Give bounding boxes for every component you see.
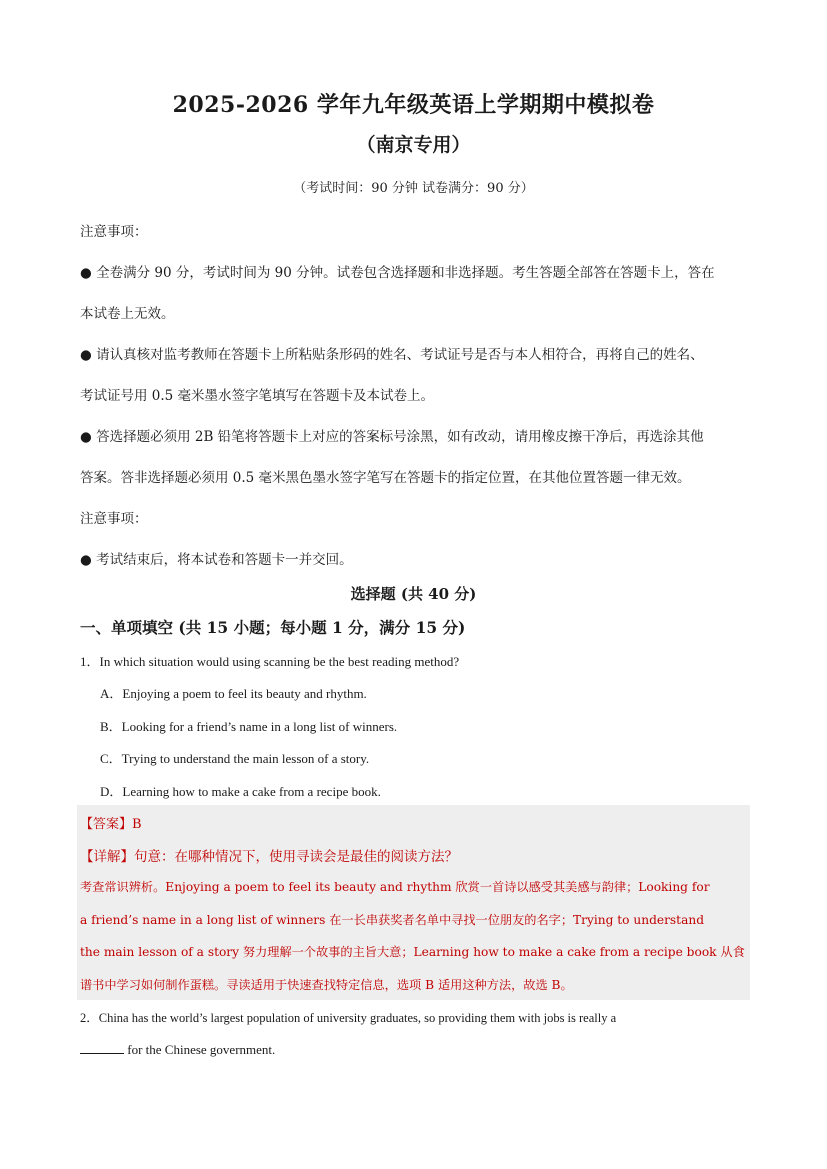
fill-blank — [80, 1041, 124, 1054]
question-stem: 2．China has the world’s largest population of university graduates, so providing them with jobs is really a — [80, 1011, 617, 1025]
notice-line: ● 答选择题必须用 2B 铅笔将答题卡上对应的答案标号涂黑，如有改动，请用橡皮擦干净后，再选涂其他 — [80, 429, 704, 445]
answer-box — [77, 805, 750, 1000]
option-b: B．Looking for a friend’s name in a long list of winners. — [100, 719, 398, 734]
part-title: 一、单项填空 (共 15 小题；每小题 1 分，满分 15 分) — [80, 618, 466, 637]
question-stem-continued — [80, 1041, 275, 1058]
option-a: A．Enjoying a poem to feel its beauty and rhythm. — [100, 686, 367, 701]
explanation-line: 考查常识辨析。Enjoying a poem to feel its beauty and rhythm 欣赏一首诗以感受其美感与韵律；Looking for — [80, 880, 710, 894]
notice-line: ● 请认真核对监考教师在答题卡上所粘贴条形码的姓名、考试证号是否与本人相符合，再将自己的姓名、 — [80, 347, 704, 363]
section-title: 选择题 (共 40 分) — [350, 585, 477, 603]
notice-heading: 注意事项： — [80, 224, 148, 240]
option-c: C．Trying to understand the main lesson of a story. — [100, 751, 370, 766]
notice-heading: 注意事项： — [80, 511, 148, 527]
notice-line: ● 全卷满分 90 分，考试时间为 90 分钟。试卷包含选择题和非选择题。考生答题全部答在答题卡上，答在 — [80, 265, 715, 281]
notice-line: 本试卷上无效。 — [80, 306, 175, 322]
exam-meta: （考试时间：90 分钟 试卷满分：90 分） — [293, 181, 534, 196]
exam-title: 2025-2026 学年九年级英语上学期期中模拟卷 — [172, 92, 655, 118]
explanation-line: the main lesson of a story 努力理解一个故事的主旨大意；Learning how to make a cake from a recipe book 从食 — [80, 945, 745, 959]
explanation-line: 【详解】句意：在哪种情况下，使用寻读会是最佳的阅读方法？ — [80, 849, 458, 865]
notice-line: 答案。答非选择题必须用 0.5 毫米黑色墨水签字笔写在答题卡的指定位置，在其他位置答题一律无效。 — [80, 470, 691, 486]
explanation-line: 谱书中学习如何制作蛋糕。寻读适用于快速查找特定信息，选项 B 适用这种方法，故选 B。 — [80, 978, 573, 992]
answer-label: 【答案】B — [80, 817, 142, 832]
question-stem-tail: for the Chinese government. — [124, 1042, 276, 1057]
explanation-line: a friend’s name in a long list of winners 在一长串获奖者名单中寻找一位朋友的名字；Trying to understand — [80, 913, 704, 927]
option-d: D．Learning how to make a cake from a recipe book. — [100, 784, 381, 799]
notice-line: ● 考试结束后，将本试卷和答题卡一并交回。 — [80, 552, 353, 568]
question-stem: 1．In which situation would using scanning be the best reading method? — [80, 654, 460, 669]
notice-line: 考试证号用 0.5 毫米墨水签字笔填写在答题卡及本试卷上。 — [80, 388, 435, 404]
exam-subtitle: （南京专用） — [356, 134, 471, 156]
